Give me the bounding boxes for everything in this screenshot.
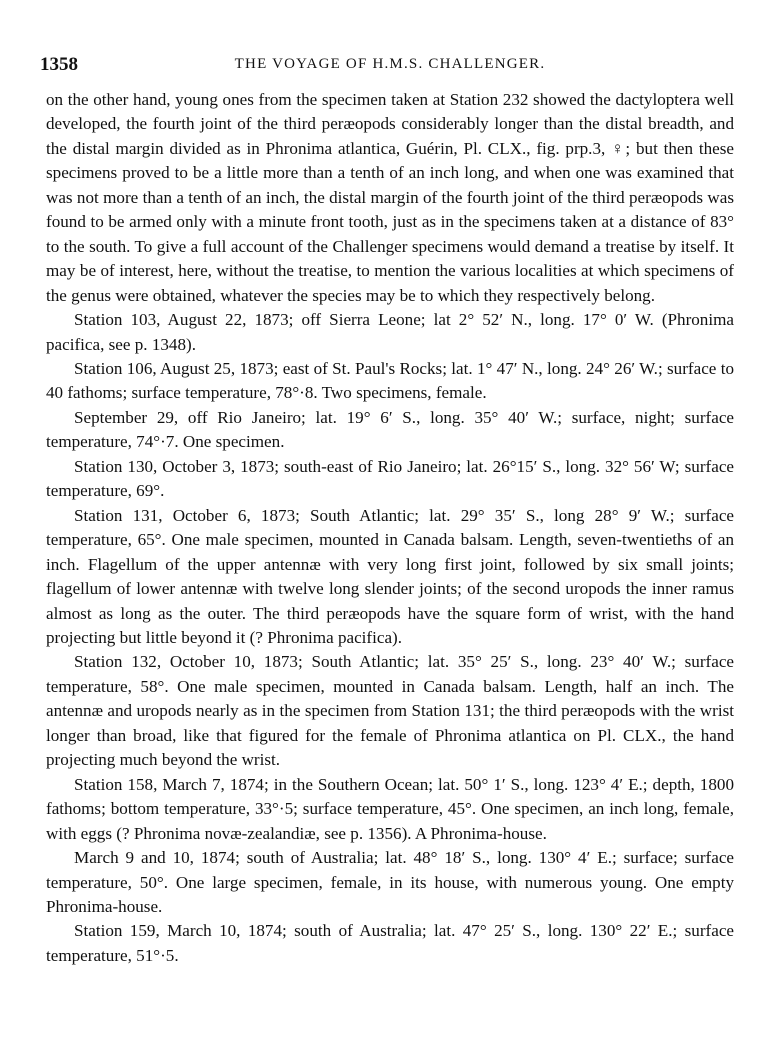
- paragraph-station-103: Station 103, August 22, 1873; off Sierra Leone; lat 2° 52′ N., long. 17° 0′ W. (Phronima pacifica, see p. 1348).: [46, 310, 734, 354]
- paragraph-march-9-10: March 9 and 10, 1874; south of Australia; lat. 48° 18′ S., long. 130° 4′ E.; surface; surface temperature, 50°. One large specimen, female, in its house, with numerous young. One empty Phronima-house.: [46, 848, 734, 916]
- body-text: [46, 88, 734, 968]
- paragraph-station-132: Station 132, October 10, 1873; South Atlantic; lat. 35° 25′ S., long. 23° 40′ W.; surface temperature, 58°. One male specimen, mounted in Canada balsam. Length, half an inch. The antennæ and uropods nearly as in the specimen from Station 131; the third peræopods with the wrist longer than broad, like that figured for the female of Phronima atlantica on Pl. CLX., the hand projecting much beyond the wrist.: [46, 652, 734, 770]
- paragraph-september-29: September 29, off Rio Janeiro; lat. 19° 6′ S., long. 35° 40′ W.; surface, night; surface temperature, 74°·7. One specimen.: [46, 407, 734, 452]
- paragraph-station-106: Station 106, August 25, 1873; east of St. Paul's Rocks; lat. 1° 47′ N., long. 24° 26′ W.; surface to 40 fathoms; surface temperature, 78°·8. Two specimens, female.: [46, 358, 734, 403]
- paragraph-continuation: on the other hand, young ones from the specimen taken at Station 232 showed the dactyloptera well developed, the fourth joint of the third peræopods considerably longer than the distal breadth, and the distal margin divided as in Phronima atlantica, Guérin, Pl. CLX., fig. prp.3, ♀; but then these specimens proved to be a little more than a tenth of an inch long, and when one was examined that was not more than a tenth of an inch, the distal margin of the fourth joint of the third peræopods was found to be armed only with a minute front tooth, just as in the specimens taken at a distance of 83° to the south. To give a full account of the Challenger specimens would demand a treatise by itself. It may be of interest, here, without the treatise, to mention the various localities at which specimens of the genus were obtained, whatever the species may be to which they respectively belong.: [46, 90, 734, 305]
- running-title: THE VOYAGE OF H.M.S. CHALLENGER.: [234, 56, 546, 72]
- paragraph-station-130: Station 130, October 3, 1873; south-east of Rio Janeiro; lat. 26°15′ S., long. 32° 56′ W; surface temperature, 69°.: [46, 456, 734, 501]
- paragraph-station-131: Station 131, October 6, 1873; South Atlantic; lat. 29° 35′ S., long 28° 9′ W.; surface temperature, 65°. One male specimen, mounted in Canada balsam. Length, seven-twentieths of an inch. Flagellum of the upper antennæ with very long first joint, followed by six small joints; flagellum of lower antennæ with twelve long slender joints; of the second uropods the inner ramus almost as long as the outer. The third peræopods have the square form of wrist, with the hand projecting but little beyond it (? Phronima pacifica).: [46, 505, 734, 647]
- page-number: 1358: [40, 54, 78, 75]
- paragraph-station-158: Station 158, March 7, 1874; in the Southern Ocean; lat. 50° 1′ S., long. 123° 4′ E.; depth, 1800 fathoms; bottom temperature, 33°·5; surface temperature, 45°. One specimen, an inch long, female, with eggs (? Phronima novæ-zealandiæ, see p. 1356). A Phronima-house.: [46, 774, 734, 843]
- page-header: [40, 54, 740, 80]
- paragraph-station-159: Station 159, March 10, 1874; south of Australia; lat. 47° 25′ S., long. 130° 22′ E.; surface temperature, 51°·5.: [46, 921, 734, 965]
